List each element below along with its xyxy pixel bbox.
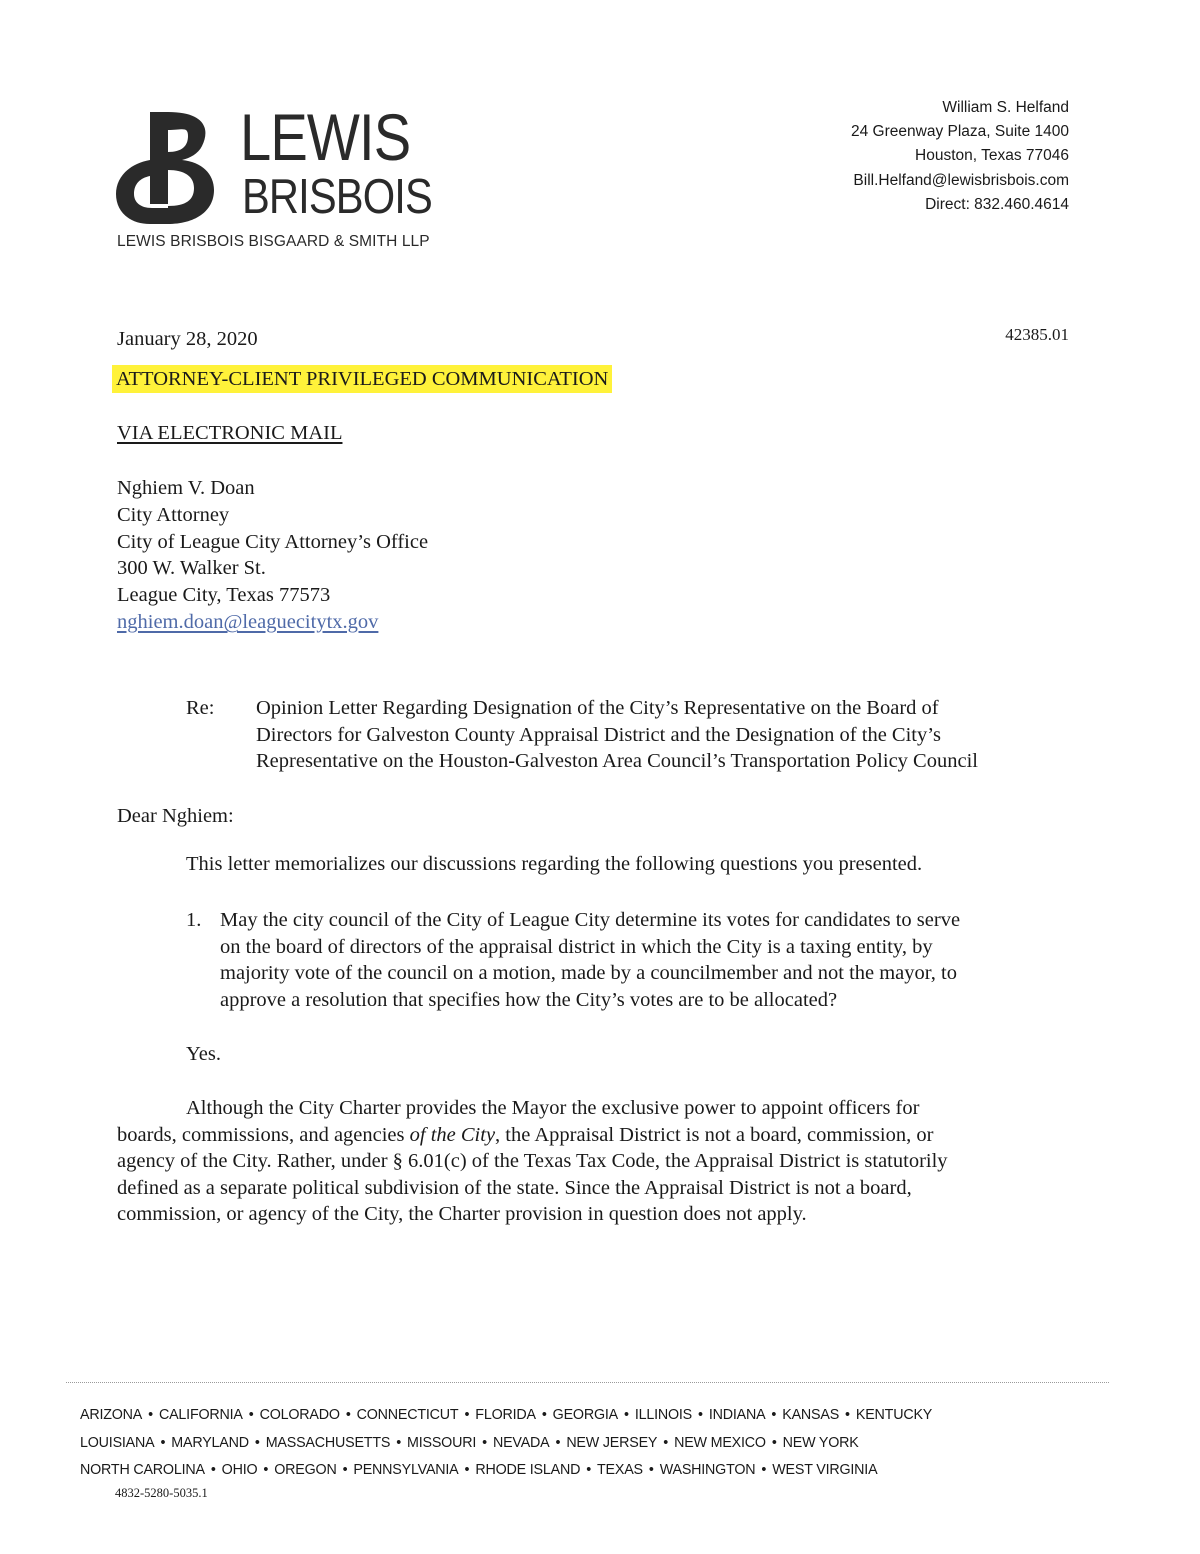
logo-wordmark-brisbois: BRISBOIS [242,170,432,224]
recipient-block [117,475,428,636]
re-subject-line: Opinion Letter Regarding Designation of the City’s Representative on the Board of [256,697,939,719]
question-number: 1. [186,909,202,931]
bullet-separator: • [464,1462,470,1478]
body-paragraph [117,1095,948,1228]
footer-state: NORTH CAROLINA [80,1462,205,1478]
footer-state: WASHINGTON [659,1462,756,1478]
bullet-separator: • [586,1462,592,1478]
bullet-separator: • [254,1434,260,1451]
footer-state: NEW YORK [782,1434,859,1451]
sender-direct-phone: Direct: 832.460.4614 [925,195,1069,213]
footer-state: INDIANA [708,1407,766,1423]
logo-wordmark-lewis: LEWIS [240,100,411,174]
footer-state: NEVADA [492,1434,550,1451]
reference-number: 42385.01 [1005,325,1069,344]
footer-divider [66,1382,1109,1383]
document-id: 4832-5280-5035.1 [115,1486,208,1500]
footer-state: TEXAS [597,1462,643,1478]
sender-address: 24 Greenway Plaza, Suite 1400 [851,123,1069,141]
letter-date: January 28, 2020 [117,328,258,350]
paragraph-italic-text: of the City [409,1123,496,1146]
bullet-separator: • [624,1407,629,1423]
bullet-separator: • [248,1407,254,1423]
footer-state: RHODE ISLAND [475,1462,581,1478]
footer-state: CONNECTICUT [356,1407,459,1423]
question-line: on the board of directors of the appraisal district in which the City is a taxing entity, by [220,935,933,958]
footer-state: ARIZONA [80,1407,143,1423]
footer-state: CALIFORNIA [158,1407,243,1423]
footer-state-row [80,1402,932,1430]
bullet-separator: • [482,1434,487,1451]
footer-state: WEST VIRGINIA [772,1462,878,1478]
recipient-name: Nghiem V. Doan [117,477,255,499]
footer-state: OREGON [274,1462,337,1478]
footer-state: KENTUCKY [855,1407,933,1423]
sender-email[interactable]: Bill.Helfand@lewisbrisbois.com [853,171,1069,189]
paragraph-line [117,1122,948,1149]
footer-state: MASSACHUSETTS [265,1434,391,1451]
bullet-separator: • [663,1434,669,1451]
answer: Yes. [186,1043,221,1065]
bullet-separator: • [396,1434,402,1451]
bullet-separator: • [648,1462,654,1478]
sender-name: William S. Helfand [942,99,1069,116]
recipient-email-link[interactable]: nghiem.doan@leaguecitytx.gov [117,610,379,633]
footer-state: LOUISIANA [80,1434,155,1451]
bullet-separator: • [210,1462,216,1478]
footer-office-states [80,1402,932,1485]
footer-state: PENNSYLVANIA [353,1462,459,1478]
question-line: approve a resolution that specifies how the City’s votes are to be allocated? [220,988,838,1011]
lewis-brisbois-logo-icon [110,108,220,228]
salutation: Dear Nghiem: [117,805,234,827]
sender-block [851,96,1069,217]
re-subject [256,695,1062,775]
paragraph-line: commission, or agency of the City, the Charter provision in question does not apply. [117,1203,807,1225]
footer-state: MISSOURI [407,1434,477,1451]
bullet-separator: • [845,1407,850,1423]
footer-state: FLORIDA [475,1407,536,1423]
firm-name: LEWIS BRISBOIS BISGAARD & SMITH LLP [117,233,430,250]
bullet-separator: • [555,1434,561,1451]
bullet-separator: • [342,1462,348,1478]
bullet-separator: • [263,1462,269,1478]
recipient-street: 300 W. Walker St. [117,557,266,580]
sender-city: Houston, Texas 77046 [915,147,1069,165]
bullet-separator: • [541,1407,547,1423]
footer-state: COLORADO [259,1407,340,1423]
bullet-separator: • [771,1434,777,1451]
bullet-separator: • [464,1407,470,1423]
footer-state: OHIO [221,1462,258,1478]
re-subject-line: Representative on the Houston-Galveston Area Council’s Transportation Policy Council [256,750,978,772]
paragraph-text: , the Appraisal District is not a board, commission, or [495,1123,934,1146]
footer-state: NEW MEXICO [674,1434,766,1451]
privilege-notice: ATTORNEY-CLIENT PRIVILEGED COMMUNICATION [112,365,612,393]
paragraph-line: Although the City Charter provides the Mayor the exclusive power to appoint officers for [186,1097,920,1119]
bullet-separator: • [148,1407,153,1423]
re-subject-line: Directors for Galveston County Appraisal District and the Designation of the City’s [256,723,941,746]
footer-state: GEORGIA [552,1407,618,1423]
bullet-separator: • [761,1462,767,1478]
question-line: majority vote of the council on a motion, made by a councilmember and not the mayor, to [220,962,957,984]
footer-state: NEW JERSEY [566,1434,658,1451]
question-line: May the city council of the City of League City determine its votes for candidates to serve [220,909,961,931]
bullet-separator: • [345,1407,351,1423]
paragraph-line: agency of the City. Rather, under § 6.01(c) of the Texas Tax Code, the Appraisal District is statutorily [117,1150,948,1172]
footer-state: MARYLAND [171,1434,249,1451]
footer-state-row [80,1430,932,1458]
footer-state-row [80,1457,932,1485]
bullet-separator: • [160,1434,166,1451]
footer-state: ILLINOIS [634,1407,693,1423]
recipient-office: City of League City Attorney’s Office [117,530,429,553]
re-label: Re: [186,697,215,719]
bullet-separator: • [771,1407,777,1423]
intro-paragraph: This letter memorializes our discussions regarding the following questions you presented. [186,853,923,875]
recipient-title: City Attorney [117,503,230,526]
paragraph-text: boards, commissions, and agencies [117,1123,410,1146]
paragraph-line: defined as a separate political subdivision of the state. Since the Appraisal District is not a board, [117,1176,912,1199]
bullet-separator: • [698,1407,703,1423]
delivery-method: VIA ELECTRONIC MAIL [117,422,343,444]
recipient-city: League City, Texas 77573 [117,584,331,607]
footer-state: KANSAS [782,1407,840,1423]
question-text [220,907,960,1013]
